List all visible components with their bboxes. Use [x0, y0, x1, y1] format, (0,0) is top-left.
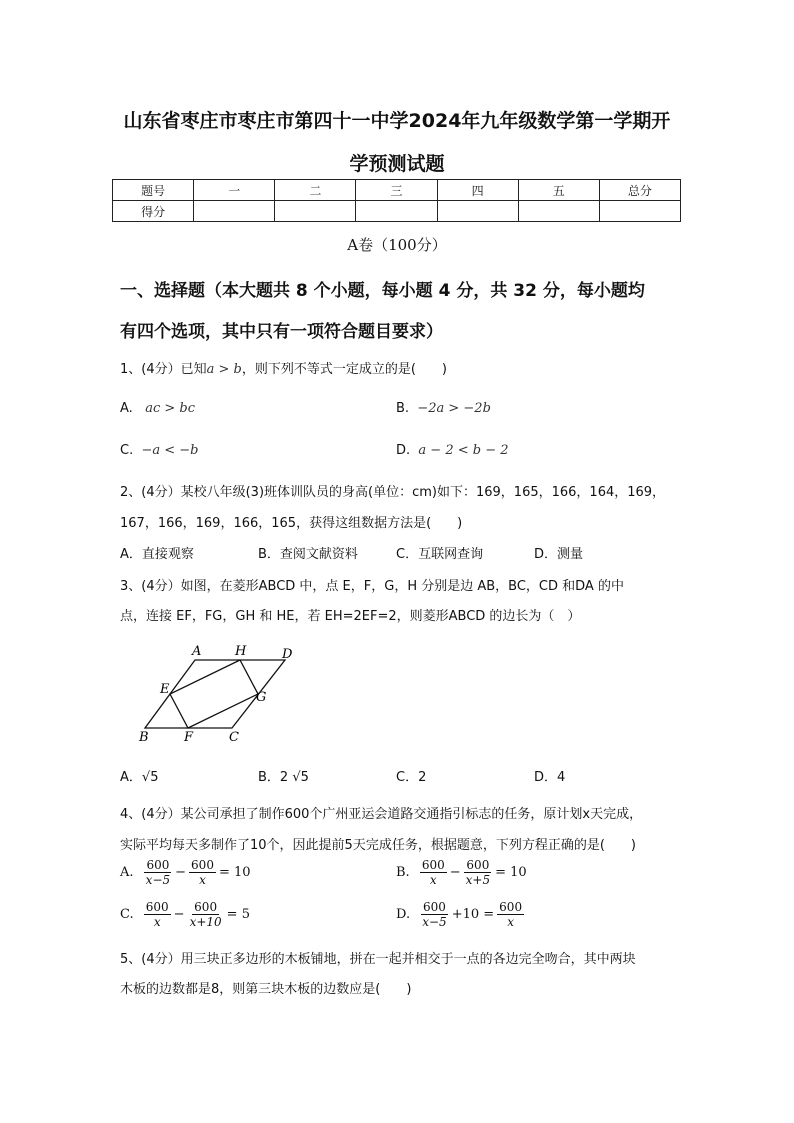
figure-label-b: B [139, 730, 149, 745]
operator: − [449, 865, 461, 880]
question-2-line2: 167，166，169，166，165，获得这组数据方法是( ) [120, 516, 463, 531]
quadrilateral-efgh [170, 660, 258, 728]
option-math: ac > bc [145, 401, 195, 416]
score-header-cell: 题号 [113, 180, 194, 201]
question-3-line2: 点，连接 EF，FG，GH 和 HE，若 EH=2EF=2，则菱形ABCD 的边长为（ ） [120, 609, 581, 624]
volume-heading: A卷（100分） [347, 236, 447, 254]
fraction: $\frac{600}{x}$ [145, 900, 169, 929]
question-1-option-b[interactable] [396, 401, 491, 416]
score-header-cell: 总分 [599, 180, 680, 201]
question-4-line1: 4、(4分）某公司承担了制作600个广州亚运会道路交通指引标志的任务，原计划x天完成， [120, 807, 643, 822]
question-2-line1: 2、(4分）某校八年级(3)班体训队员的身高(单位：cm)如下：169，165，166，164，169， [120, 485, 666, 500]
option-label: C. [120, 443, 134, 458]
option-label: B．2 [258, 770, 289, 785]
score-header-cell: 三 [356, 180, 437, 201]
score-cell [275, 201, 356, 222]
question-5-line1: 5、(4分）用三块正多边形的木板铺地，拼在一起并相交于一点的各边完全吻合，其中两块 [120, 952, 636, 967]
question-1-stem [120, 358, 447, 377]
fraction: $\frac{600}{x}$ [421, 858, 445, 887]
question-2-option-d[interactable]: D．测量 [534, 547, 584, 562]
figure-label-h: H [235, 644, 247, 659]
option-label: D. [396, 443, 411, 458]
operator: +10 = [451, 907, 495, 922]
score-cell [437, 201, 518, 222]
question-1-option-c[interactable] [120, 443, 199, 458]
question-3-option-a[interactable] [120, 766, 158, 785]
question-4-option-c[interactable] [120, 900, 250, 929]
option-label: A. [120, 401, 133, 416]
page-title-line1: 山东省枣庄市枣庄市第四十一中学2024年九年级数学第一学期开 [123, 110, 671, 132]
rhombus-figure [130, 640, 310, 748]
question-3-option-d[interactable]: D．4 [534, 770, 566, 785]
question-4-option-a[interactable] [120, 858, 251, 887]
question-5-line2: 木板的边数都是8，则第三块木板的边数应是( ) [120, 982, 412, 997]
rhs: = 10 [218, 865, 251, 880]
fraction: $\frac{600}{x}$ [499, 900, 523, 929]
fraction: $\frac{600}{x+5}$ [465, 858, 491, 887]
option-value: √5 [292, 770, 309, 785]
score-header-cell: 五 [518, 180, 599, 201]
fraction: $\frac{600}{x}$ [191, 858, 214, 887]
page-title-line2: 学预测试题 [349, 153, 445, 175]
question-1-condition: a > b [206, 362, 242, 377]
section-heading-line1: 一、选择题（本大题共 8 个小题，每小题 4 分，共 32 分，每小题均 [120, 281, 645, 301]
question-2-option-a[interactable]: A．直接观察 [120, 547, 194, 562]
question-3-option-b[interactable] [258, 766, 309, 785]
question-1-stem-text: 1、(4分）已知 [120, 362, 207, 377]
score-table-header-row [113, 180, 681, 201]
option-label: C. [120, 907, 134, 922]
score-cell [194, 201, 275, 222]
question-2-option-b[interactable]: B．查阅文献资料 [258, 547, 358, 562]
score-cell [518, 201, 599, 222]
figure-label-a: A [192, 644, 202, 659]
question-4-option-d[interactable] [396, 900, 524, 929]
option-label: A． [120, 770, 142, 785]
score-header-cell: 四 [437, 180, 518, 201]
score-table [112, 179, 681, 222]
figure-label-g: G [256, 690, 267, 705]
fraction: $\frac{600}{x+10}$ [189, 900, 222, 929]
section-heading-line2: 有四个选项，其中只有一项符合题目要求） [120, 322, 443, 342]
question-2-option-c[interactable]: C．互联网查询 [396, 547, 484, 562]
score-header-cell: 二 [275, 180, 356, 201]
score-cell [599, 201, 680, 222]
option-label: B. [396, 865, 410, 880]
option-math: a − 2 < b − 2 [418, 443, 509, 458]
option-value: √5 [141, 770, 159, 785]
score-header-cell: 一 [194, 180, 275, 201]
option-math: −a < −b [141, 443, 199, 458]
question-4-line2: 实际平均每天多制作了10个，因此提前5天完成任务，根据题意，下列方程正确的是( ) [120, 838, 636, 853]
option-label: A. [120, 865, 134, 880]
figure-label-e: E [160, 682, 170, 697]
question-3-option-c[interactable]: C．2 [396, 770, 427, 785]
rhs: = 10 [495, 865, 527, 880]
score-cell [356, 201, 437, 222]
figure-label-f: F [184, 730, 194, 745]
score-row-label: 得分 [113, 201, 194, 222]
question-3-line1: 3、(4分）如图，在菱形ABCD 中，点 E，F，G，H 分别是边 AB，BC，CD 和DA 的中 [120, 579, 624, 594]
rhs: = 5 [226, 907, 250, 922]
option-math: −2a > −2b [417, 401, 491, 416]
option-label: B. [396, 401, 410, 416]
score-table-score-row [113, 201, 681, 222]
figure-label-c: C [229, 730, 239, 745]
option-label: D. [396, 907, 411, 922]
figure-label-d: D [282, 647, 293, 662]
fraction: $\frac{600}{x-5}$ [145, 858, 171, 887]
fraction: $\frac{600}{x-5}$ [422, 900, 447, 929]
operator: − [175, 865, 187, 880]
question-1-stem-text-2: ，则下列不等式一定成立的是( ) [241, 362, 448, 377]
operator: − [173, 907, 185, 922]
question-1-option-d[interactable] [396, 443, 509, 458]
question-1-option-a[interactable] [120, 401, 195, 416]
question-4-option-b[interactable] [396, 858, 527, 887]
